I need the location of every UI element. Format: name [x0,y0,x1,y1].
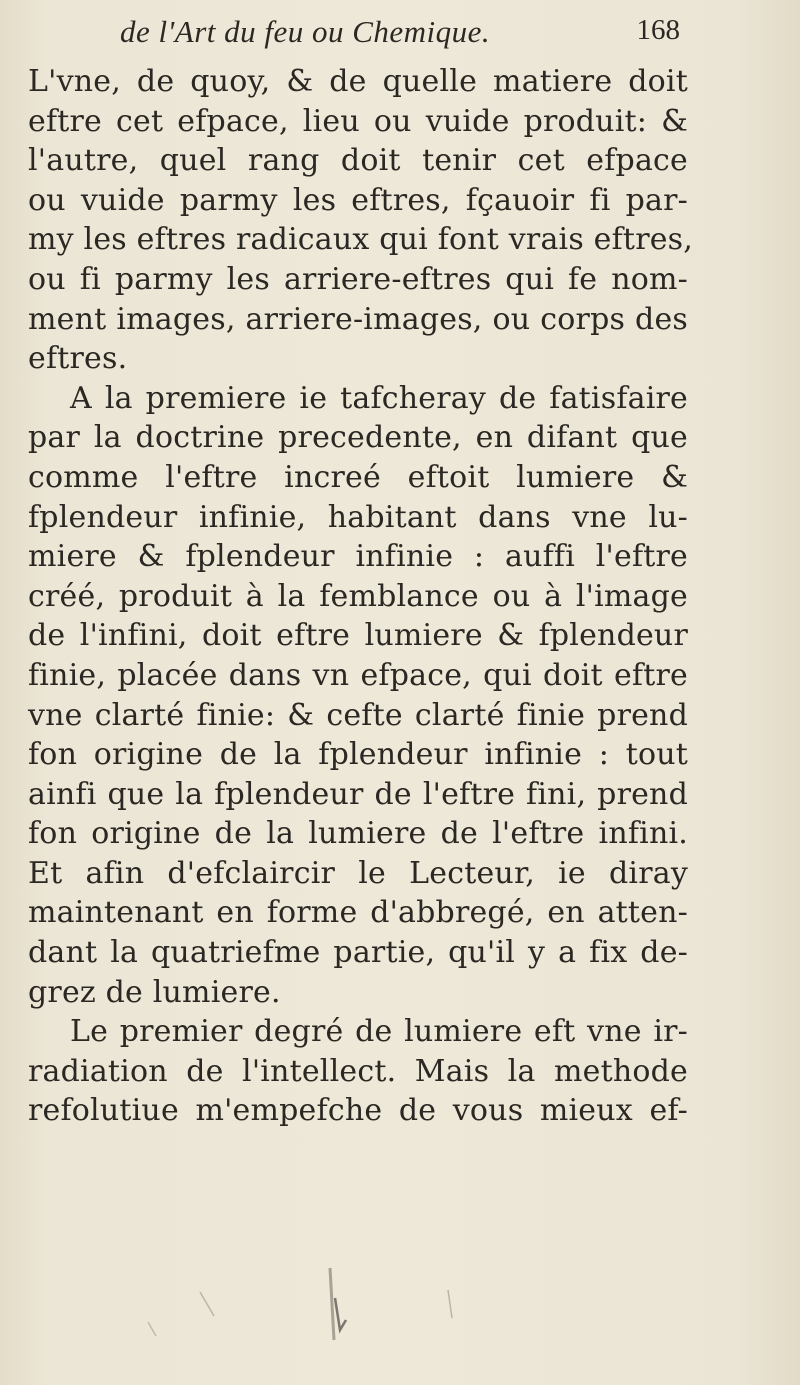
text-line: ainfi que la fplendeur de l'eftre fini, prend [28,776,688,812]
text-line: radiation de l'intellect. Mais la methode [28,1053,688,1089]
text-line: miere & fplendeur infinie : auffi l'eftre [28,539,688,575]
text-line: fplendeur infinie, habitant dans vne lu- [28,499,688,535]
text-line: Et afin d'efclaircir le Lecteur, ie diray [28,855,688,891]
text-line: fon origine de la lumiere de l'eftre infini. [28,816,688,852]
text-line: L'vne, de quoy, & de quelle matiere doit [28,64,688,99]
text-line: vne clarté finie: & cefte clarté finie prend [28,697,688,733]
text-line: ment images, arriere-images, ou corps des [28,301,688,337]
running-title: de l'Art du feu ou Chemique. [120,14,491,49]
text-line: ou fi parmy les arriere-eftres qui fe nom- [28,261,688,297]
text-line: créé, produit à la femblance ou à l'image [28,578,688,614]
text-line: dant la quatriefme partie, qu'il y a fix de- [28,935,688,971]
text-line: eftres. [28,341,128,377]
text-line: l'autre, quel rang doit tenir cet efpace [28,143,688,179]
text-line: fon origine de la fplendeur infinie : tout [28,737,688,773]
text-line: par la doctrine precedente, en difant que [28,420,688,456]
text-line: grez de lumiere. [28,974,281,1010]
text-line: refolutiue m'empefche de vous mieux ef- [28,1093,688,1129]
text-line: finie, placée dans vn efpace, qui doit eftre [28,657,688,693]
text-line: my les eftres radicaux qui font vrais eftres, [28,222,694,258]
text-line: eftre cet efpace, lieu ou vuide produit: & [28,103,688,139]
text-line: maintenant en forme d'abbregé, en atten- [28,895,688,931]
paragraph-start-line: Le premier degré de lumiere eft vne ir- [70,1014,688,1050]
text-line: comme l'eftre increé eftoit lumiere & [28,459,688,495]
text-line: ou vuide parmy les eftres, fçauoir fi par- [28,182,688,218]
page-number: 168 [636,14,680,46]
text-line: de l'infini, doit eftre lumiere & fplendeur [28,618,688,654]
paragraph-start-line: A la premiere ie tafcheray de fatisfaire [70,380,688,416]
